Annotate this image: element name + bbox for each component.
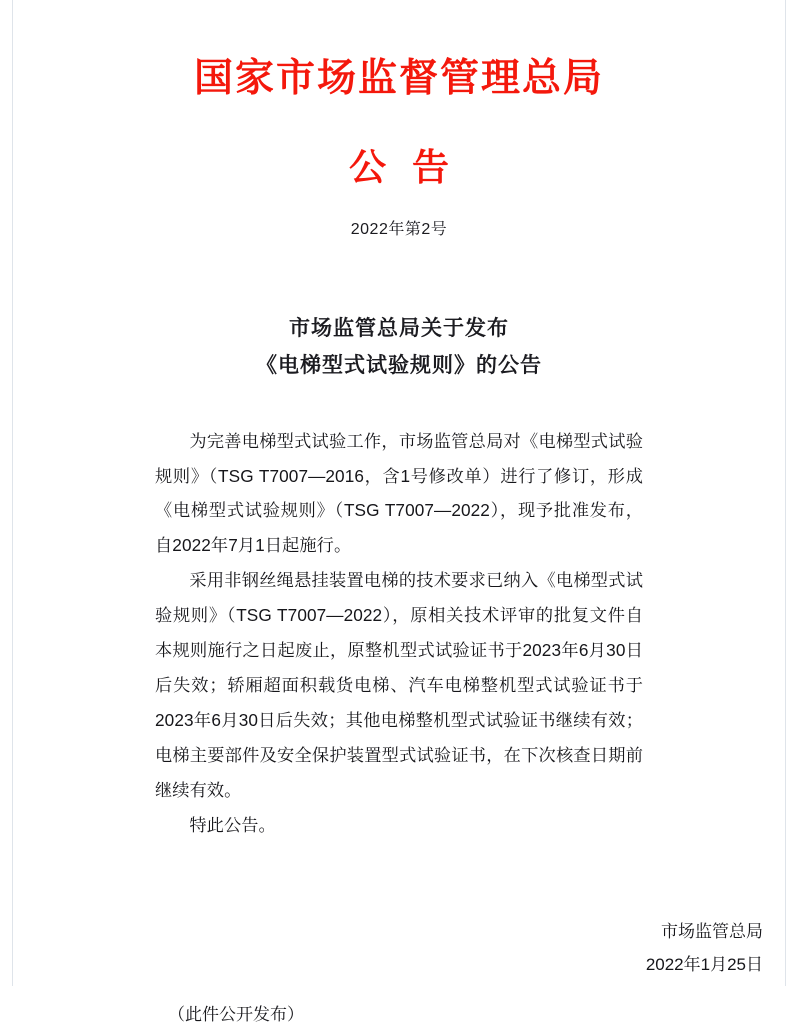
page-right-rule [785, 0, 786, 986]
masthead [13, 0, 785, 239]
page-title-line-2: 《电梯型式试验规则》的公告 [256, 353, 542, 377]
body-paragraph-2: 采用非钢丝绳悬挂装置电梯的技术要求已纳入《电梯型式试验规则》（TSG T7007—2022），原相关技术评审的批复文件自本规则施行之日起废止，原整机型式试验证书于2023年6月30日后失效；轿厢超面积载货电梯、汽车电梯整机型式试验证书于2023年6月30日后失效；其他电梯整机型式试验证书继续有效；电梯主要部件及安全保护装置型式试验证书，在下次核查日期前继续有效。 [155, 570, 643, 800]
page-title [13, 311, 785, 383]
page-title-line-1: 市场监管总局关于发布 [289, 317, 509, 341]
signature-date: 2022年1月25日 [645, 954, 763, 974]
document-body [155, 424, 643, 843]
body-paragraph-1: 为完善电梯型式试验工作，市场监管总局对《电梯型式试验规则》（TSG T7007—2016，含1号修改单）进行了修订，形成《电梯型式试验规则》（TSG T7007—2022），现予批准发布，自2022年7月1日起施行。 [155, 430, 643, 556]
document-kind-heading: 公告 [349, 146, 475, 188]
issue-number: 2022年第2号 [350, 221, 448, 239]
footer-note: （此件公开发布） [168, 1004, 304, 1024]
issuing-organization-heading: 国家市场监督管理总局 [193, 57, 604, 100]
body-paragraph-3: 特此公告。 [189, 814, 276, 835]
signature-issuer: 市场监管总局 [661, 921, 763, 941]
document-sheet [13, 0, 785, 1024]
signature-block [13, 915, 785, 981]
